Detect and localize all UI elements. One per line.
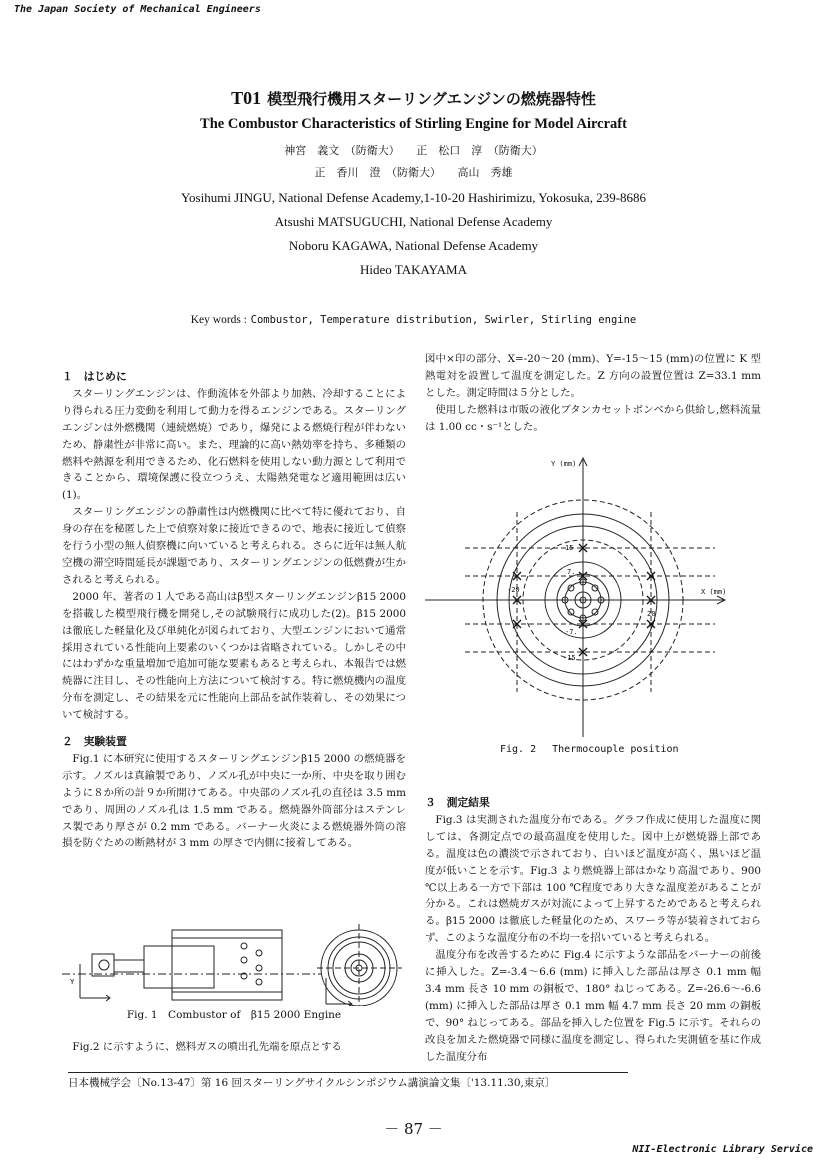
paper-code: T01	[231, 88, 262, 108]
figure2-x-axis-label: X (mm)	[701, 588, 727, 596]
section3-heading: ３ 測定結果	[425, 796, 490, 809]
figure2-y-axis-label: Y (mm)	[551, 460, 577, 468]
conference-footer: 日本機械学会〔No.13-47〕第 16 回スターリングサイクルシンポジウム講演論文集〔'13.11.30,東京〕	[68, 1072, 628, 1090]
figure2-thermocouple-diagram	[425, 452, 745, 737]
section1-paragraph3: 2000 年、著者の１人である高山はβ型スターリングエンジンβ15 2000 を搭載した模型飛行機を開発し,その試験飛行に成功した(2)。β15 2000 は徹底した軽量化及び単純化が図られており、大型エンジンにおいて通常採用されている性能向上要素のいくつかは省略されている。しかしその中にはわずかな重量増加で追加可能な要素もあると考えられ、本報告では燃焼器に注目し、その性能向上方法について検討する。特に燃焼機内の温度分布を測定し、その結果を元に性能向上部品を試作装着し、その効果について検討する。	[62, 590, 406, 722]
keywords-label: Key words :	[190, 314, 247, 326]
left-column-bottom	[62, 1039, 406, 1056]
authors-jp-line1: 神宮 義文 （防衛大） 正 松口 淳 （防衛大）	[284, 144, 543, 157]
paper-title-jp-text: 模型飛行機用スターリングエンジンの燃焼器特性	[267, 90, 596, 108]
figure2-label-7: 7.	[567, 568, 576, 576]
section2-right-paragraph1: 図中×印の部分、X=-20～20 (mm)、Y=-15～15 (mm)の位置に K 型熱電対を設置して温度を測定した。Z 方向の設置位置は Z=33.1 mm とした。測定時間は５分とした。	[425, 353, 761, 399]
section2-heading: ２ 実験装置	[62, 735, 127, 749]
keywords	[0, 312, 827, 326]
right-column-top	[425, 351, 761, 436]
figure2-label-20: 20	[647, 610, 656, 618]
section3-paragraph2: 温度分布を改善するために Fig.4 に示すような部品をバーナーの前後に挿入した。Z=-3.4～6.6 (mm) に挿入した部品は厚さ 0.1 mm 幅 3.4 mm 長さ 10 mm の銅板で、180° ねじってある。Z=-26.6～-6.6 (mm) に挿入した部品は厚さ 0.1 mm 幅 4.7 mm 長さ 20 mm の銅板で、90° ねじってある。部品を挿入した位置を Fig.5 に示す。それらの改良を加えた燃焼器で同様に温度を測定し、得られた実測値を基に作成した温度分布	[425, 949, 761, 1063]
figure2-label-minus20: -20	[507, 586, 520, 594]
figure1-combustor-drawing	[62, 916, 406, 1006]
figure1-y-label: Y	[70, 978, 75, 986]
author-affiliation-1: Yosihumi JINGU, National Defense Academy,1-10-20 Hashirimizu, Yokosuka, 239-8686	[180, 190, 647, 205]
figure2-label-minus7: -7.	[565, 628, 578, 636]
section2-paragraph1: Fig.1 に本研究に使用するスターリングエンジンβ15 2000 の燃焼器を示す。ノズルは真鍮製であり、ノズル孔が中央に一か所、中央を取り囲むように８か所の計９か所開けてある。中央部のノズル孔の直径は 3.5 mm であり、周囲のノズル孔は 1.5 mm である。燃焼器外筒部分はステンレス製であり厚さが 0.2 mm である。バーナー火炎による燃焼器外筒の溶損を防ぐための断熱材が 3 mm の厚さで内側に接着してある。	[62, 752, 406, 850]
left-column	[62, 369, 406, 852]
authors-jp-line2: 正 香川 澄 （防衛大） 高山 秀雄	[314, 166, 513, 179]
section1-paragraph1: スターリングエンジンは、作動流体を外部より加熱、冷却することにより得られる圧力変動を利用して動力を得るエンジンである。スターリングエンジンは外燃機関（連続燃焼）であり，爆発による燃焼行程が伴わないため、静粛性が非常に高い。また、理論的に高い熱効率を持ち、多種類の燃料や熱源を利用できるため、化石燃料を使用しない動力源として利用できることから、環境保護に役立つうえ、太陽熱発電など適用範囲は広い(1)。	[62, 387, 406, 502]
society-header: The Japan Society of Mechanical Engineers	[14, 4, 261, 15]
author-affiliation-2: Atsushi MATSUGUCHI, National Defense Academy	[274, 214, 553, 229]
right-column-bottom	[425, 795, 761, 1066]
figure1-caption: Fig. 1 Combustor of β15 2000 Engine	[126, 1009, 342, 1021]
paper-title-en: The Combustor Characteristics of Stirling Engine for Model Aircraft	[200, 116, 627, 132]
section2-right-paragraph2: 使用した燃料は市販の液化ブタンカセットボンベから供給し,燃料流量は 1.00 cc・s⁻¹とした。	[425, 403, 761, 433]
figure2-caption: Fig. 2 Thermocouple position	[500, 744, 679, 755]
section3-paragraph1: Fig.3 は実測された温度分布である。グラフ作成に使用した温度に関しては、各測定点での最高温度を使用した。図中上が燃焼器上部である。温度は色の濃淡で示されており、白いほど温度が高く、黒いほど温度が低いことを示す。Fig.3 より燃焼器上部はかなり高温であり、900 ℃以上ある一方で下部は 100 ℃程度であり大きな温度差があることが分かる。これは燃焼ガスが対流によって上昇するためであると考えられる。β15 2000 は徹底した軽量化のため、スワーラ等が装着されておらず、このような温度分布の不均一を招いていると考えられる。	[425, 813, 761, 945]
section1-heading: １ はじめに	[62, 370, 127, 383]
author-affiliation-3: Noboru KAGAWA, National Defense Academy	[288, 238, 539, 253]
paper-title-jp	[0, 88, 827, 109]
section2-paragraph2: Fig.2 に示すように、燃料ガスの噴出孔先端を原点とする	[72, 1041, 342, 1053]
nii-footer: NII-Electronic Library Service	[632, 1144, 813, 1155]
author-affiliation-4: Hideo TAKAYAMA	[360, 262, 467, 277]
keywords-text: Combustor, Temperature distribution, Swirler, Stirling engine	[250, 314, 637, 326]
section1-paragraph2: スターリングエンジンの静粛性は内燃機関に比べて特に優れており、自身の存在を秘匿した上で偵察対象に接近できるので、地表に接近して偵察を行う小型の無人偵察機に向いていると考えられる。さらに近年は無人航空機の滞空時間延長が課題であり、スターリングエンジンの低燃費が生かされると考えられる。	[62, 506, 406, 586]
page-number: － 87 －	[384, 1120, 443, 1138]
figure2-label-15: 15	[565, 544, 574, 552]
figure2-label-minus15: -15	[563, 654, 576, 662]
